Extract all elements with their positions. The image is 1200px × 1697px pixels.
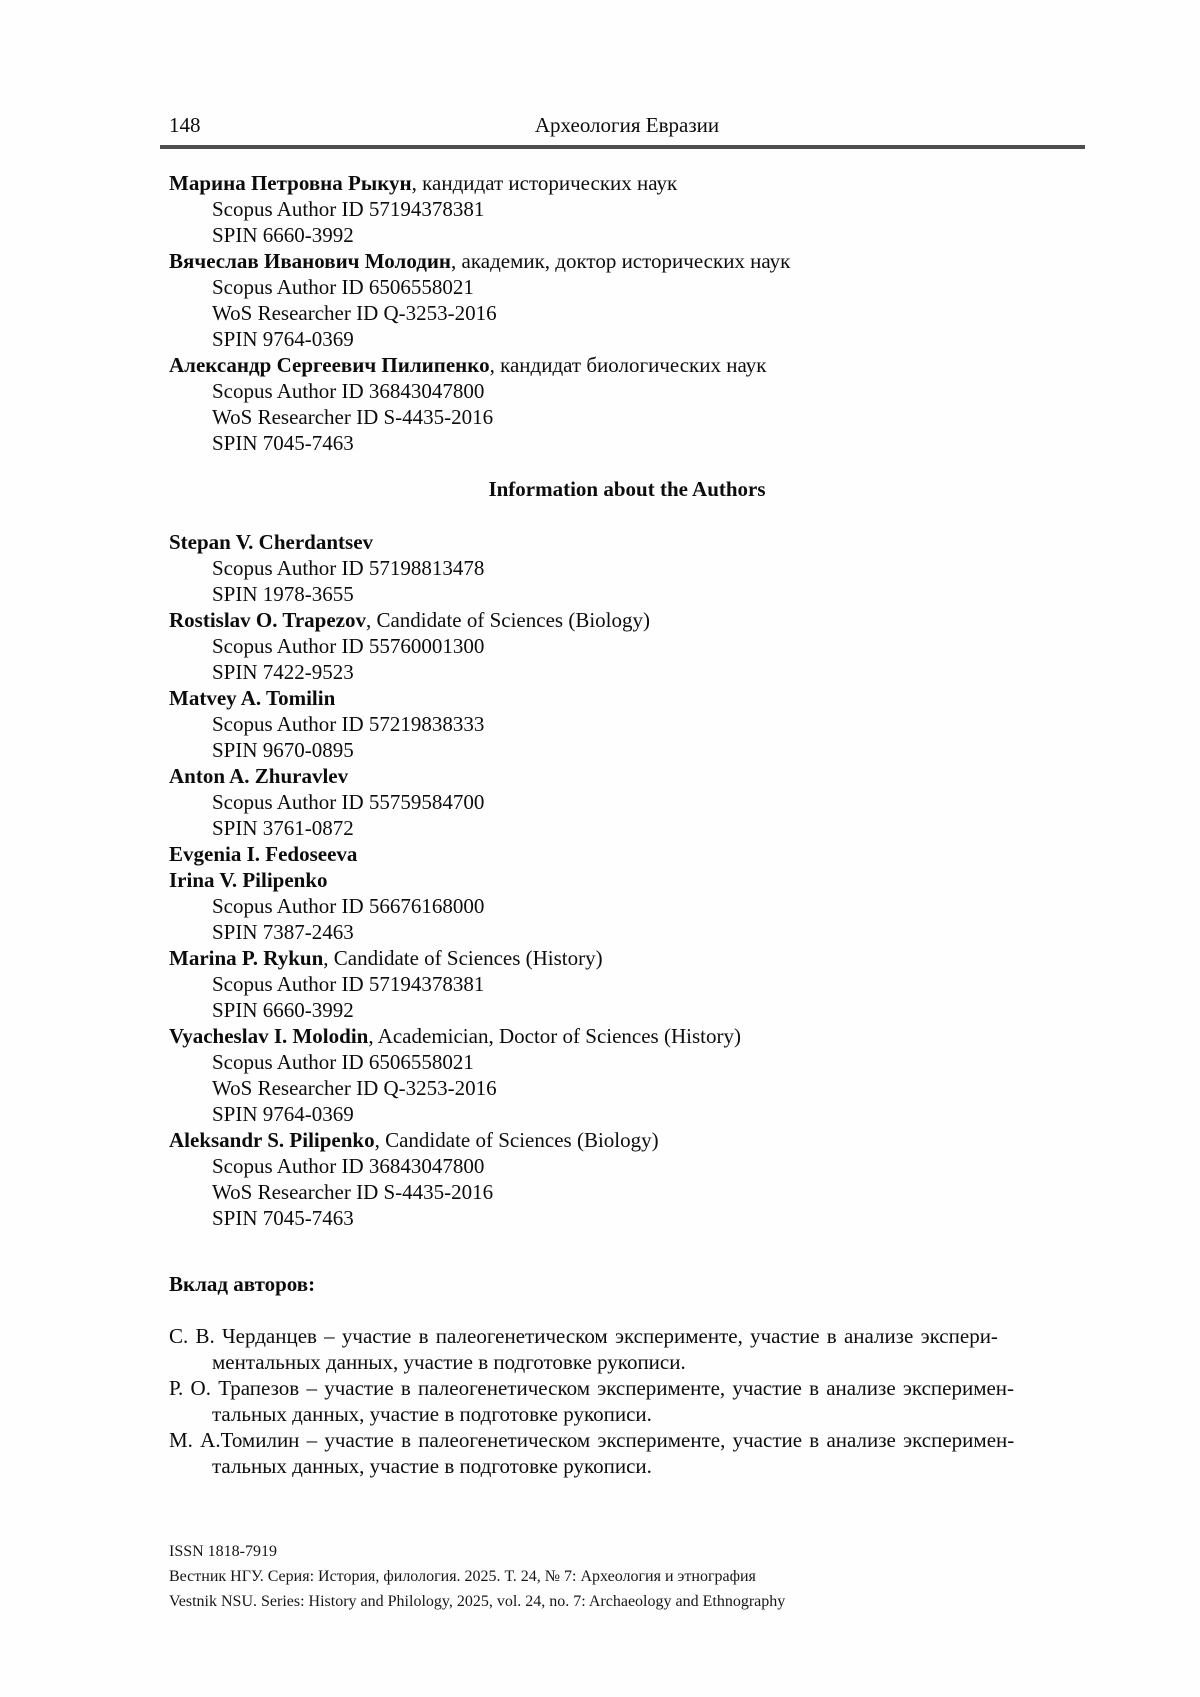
author-id-line: WoS Researcher ID Q-3253-2016 <box>212 301 497 325</box>
author-degree: , академик, доктор исторических наук <box>451 249 791 273</box>
author-id-line: Scopus Author ID 57219838333 <box>212 712 485 736</box>
author-id-line: SPIN 6660-3992 <box>212 998 354 1022</box>
author-name-line <box>169 685 1085 711</box>
author-id-line: SPIN 9764-0369 <box>212 1102 354 1126</box>
author-name: Irina V. Pilipenko <box>169 868 328 892</box>
contribution-item <box>169 1323 1085 1375</box>
author-degree: , Candidate of Sciences (Biology) <box>365 608 650 632</box>
page-number: 148 <box>169 113 201 137</box>
author-entry <box>169 763 1085 841</box>
contribution-line: тальных данных, участие в подготовке рукописи. <box>212 1402 652 1426</box>
running-title: Археология Евразии <box>534 113 720 137</box>
contribution-item <box>169 1427 1085 1479</box>
author-name: Марина Петровна Рыкун <box>169 171 412 195</box>
author-name-line <box>169 248 1085 274</box>
author-id-line: Scopus Author ID 36843047800 <box>212 379 485 403</box>
footer-journal-en: Vestnik NSU. Series: History and Philology, 2025, vol. 24, no. 7: Archaeology and Ethnography <box>169 1593 786 1610</box>
author-id-line: SPIN 9670-0895 <box>212 738 354 762</box>
author-id-line: SPIN 9764-0369 <box>212 327 354 351</box>
author-name-line <box>169 763 1085 789</box>
author-entry <box>169 248 1085 352</box>
author-id-line: SPIN 7387-2463 <box>212 920 354 944</box>
author-id-line: SPIN 7045-7463 <box>212 431 354 455</box>
contribution-line: М. А.Томилин – участие в палеогенетическом эксперименте, участие в анализе эксперимен- <box>169 1428 1015 1452</box>
contribution-item <box>169 1375 1085 1427</box>
author-name: Вячеслав Иванович Молодин <box>169 249 452 273</box>
author-name-line <box>169 841 1085 867</box>
author-name-line <box>169 607 1085 633</box>
page-header <box>169 112 1085 138</box>
author-id-line: Scopus Author ID 57194378381 <box>212 197 485 221</box>
author-id-line: WoS Researcher ID Q-3253-2016 <box>212 1076 497 1100</box>
author-name: Evgenia I. Fedoseeva <box>169 842 358 866</box>
footer-issn: ISSN 1818-7919 <box>169 1543 278 1560</box>
author-name-line <box>169 352 1085 378</box>
footer-journal-ru: Вестник НГУ. Серия: История, филология. 2025. Т. 24, № 7: Археология и этнография <box>169 1568 756 1585</box>
section-heading-information-about-authors: Information about the Authors <box>488 477 766 501</box>
author-id-line: SPIN 3761-0872 <box>212 816 354 840</box>
author-entry <box>169 685 1085 763</box>
contributions-section <box>169 1323 1085 1479</box>
author-name-line <box>169 529 1085 555</box>
author-id-line: Scopus Author ID 57194378381 <box>212 972 485 996</box>
author-degree: , Candidate of Sciences (Biology) <box>374 1128 659 1152</box>
author-id-line: Scopus Author ID 36843047800 <box>212 1154 485 1178</box>
author-id-line: SPIN 7045-7463 <box>212 1206 354 1230</box>
author-id-line: SPIN 7422-9523 <box>212 660 354 684</box>
author-degree: , Candidate of Sciences (History) <box>323 946 603 970</box>
contribution-line: ментальных данных, участие в подготовке рукописи. <box>212 1350 686 1374</box>
author-id-line: SPIN 6660-3992 <box>212 223 354 247</box>
author-name: Александр Сергеевич Пилипенко <box>169 353 490 377</box>
author-name: Matvey A. Tomilin <box>169 686 336 710</box>
author-entry <box>169 945 1085 1023</box>
contributions-heading: Вклад авторов: <box>169 1272 316 1296</box>
author-id-line: WoS Researcher ID S-4435-2016 <box>212 405 494 429</box>
author-name: Marina P. Rykun <box>169 946 324 970</box>
contribution-line: Р. О. Трапезов – участие в палеогенетическом эксперименте, участие в анализе эксперимен- <box>169 1376 1015 1400</box>
author-name-line <box>169 1127 1085 1153</box>
author-id-line: WoS Researcher ID S-4435-2016 <box>212 1180 494 1204</box>
author-name: Vyacheslav I. Molodin <box>169 1024 369 1048</box>
author-entry <box>169 867 1085 945</box>
author-name-line <box>169 945 1085 971</box>
author-id-line: Scopus Author ID 6506558021 <box>212 275 474 299</box>
contribution-line: тальных данных, участие в подготовке рукописи. <box>212 1454 652 1478</box>
contribution-line: С. В. Черданцев – участие в палеогенетическом эксперименте, участие в анализе экспери- <box>169 1324 998 1348</box>
author-name: Stepan V. Cherdantsev <box>169 530 374 554</box>
author-name: Anton A. Zhuravlev <box>169 764 349 788</box>
author-id-line: Scopus Author ID 57198813478 <box>212 556 485 580</box>
author-entry <box>169 1127 1085 1231</box>
author-degree: , кандидат исторических наук <box>411 171 678 195</box>
author-id-line: Scopus Author ID 55760001300 <box>212 634 485 658</box>
header-double-rule <box>160 145 1085 149</box>
author-entry <box>169 529 1085 607</box>
author-entry <box>169 352 1085 456</box>
author-id-line: Scopus Author ID 6506558021 <box>212 1050 474 1074</box>
authors-ru-section <box>169 170 1085 456</box>
author-degree: , Academician, Doctor of Sciences (History) <box>368 1024 741 1048</box>
author-name-line <box>169 170 1085 196</box>
page-footer <box>169 1539 1085 1614</box>
author-entry <box>169 1023 1085 1127</box>
author-id-line: SPIN 1978-3655 <box>212 582 354 606</box>
author-name: Aleksandr S. Pilipenko <box>169 1128 375 1152</box>
author-entry <box>169 841 1085 867</box>
author-entry <box>169 170 1085 248</box>
authors-en-section <box>169 529 1085 1231</box>
author-name: Rostislav O. Trapezov <box>169 608 366 632</box>
author-name-line <box>169 867 1085 893</box>
author-entry <box>169 607 1085 685</box>
author-id-line: Scopus Author ID 55759584700 <box>212 790 485 814</box>
author-id-line: Scopus Author ID 56676168000 <box>212 894 485 918</box>
author-name-line <box>169 1023 1085 1049</box>
author-degree: , кандидат биологических наук <box>489 353 767 377</box>
